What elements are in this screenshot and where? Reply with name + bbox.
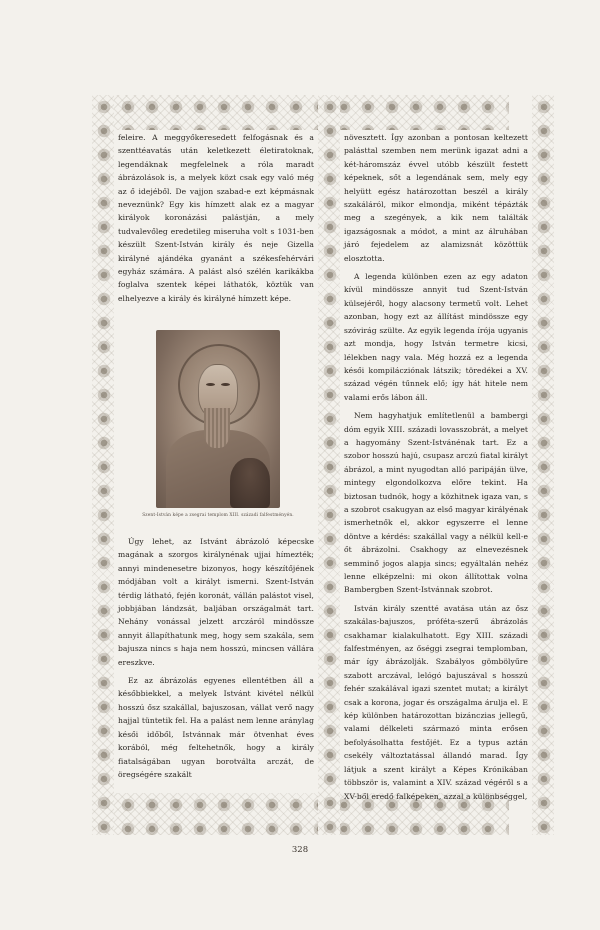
- right-column: [344, 131, 528, 808]
- ornamental-border-left: [92, 95, 114, 835]
- paragraph: növesztett. Így azonban a pontosan keltezett palásttal szemben nem merünk igazat adni a két-háromszáz évvel utóbb készült festett képeknek, sőt a legendának sem, mely egy helyütt egész határozottan beszél a király szakáláról, mikor elmondja, miként tépázták meg a szegények, a kik nem találták igazságosnak a módot, a mint az álruhában járó fejedelem az alamizsnát közöttük elosztotta.: [344, 133, 528, 263]
- left-column-bottom: [118, 535, 314, 786]
- page-number: 328: [291, 845, 309, 855]
- ornamental-border-middle: [318, 95, 340, 835]
- paragraph: feleire. A meggyőkeresedett felfogásnak és a szenttéavatás után keletkezett életiratoknak, legendáknak megfelelnek a róla maradt ábrázolások is, a melyek közt csak egy való még az ő idejéből. De vajjon szabad-e ezt képmásnak neveznünk? Egy kis hímzett alak ez a magyar királyok koronázási palástján, a mely tudvalevőleg eredetileg miseruha volt s 1031-ben készült Szent-István király és neje Gizella királyné ajándéka gyanánt a székesfehérvári egyház számára. A palást alsó szélén karikákba foglalva szentek képei láthatók, köztük van elhelyezve a király és királyné hímzett képe.: [118, 133, 314, 303]
- saint-stephen-fresco-image: [156, 330, 280, 508]
- paragraph: Úgy lehet, az Istvánt ábrázoló képecske magának a szorgos királynénak ujjai hímezték; annyi mindenesetre bizonyos, hogy készítőjének módjában volt a királyt ismerni. Szent-István térdig látható, fején koronát, vállán palástot visel, jobbjában lándzsát, baljában országalmát tart. Nehány vonással jelzett arczáról mindössze annyit állapíthatunk meg, hogy sem szakála, sem bajusza nincs s haja nem hosszú, mincsen vállára ereszkve.: [118, 537, 314, 667]
- paragraph: Nem hagyhatjuk említetlenül a bambergi dóm egyik XIII. századi lovasszobrát, a melyet a hagyomány Szent-Istvánénak tart. Ez a szobor hosszú hajú, csupasz arczú fiatal királyt ábrázol, a mint nyugodtan alló paripáján ülve, mintegy elgondolkozva előre tekint. Ha biztosan tudnók, hogy a közhitnek igaza van, s a szobrot csakugyan az első magyar királyénak ismerhetnők el, akkor egyszerre el lenne döntve a kérdés: szakállal vagy a nélkül kell-e őt ábrázolni. Csakhogy az elnevezésnek semminő jogos alapja sincs; egyáltalán nehéz lenne elképzelni: mi okon állítottak volna Bambergben Szent-Istvánnak szobrot.: [344, 411, 529, 595]
- ornamental-border-right: [532, 95, 554, 835]
- secondary-figure-shape: [230, 458, 270, 508]
- beard-shape: [204, 408, 230, 448]
- illustration-figure: [128, 330, 308, 520]
- ornamental-border-top: [92, 95, 509, 130]
- paragraph: István király szentté avatása után az ősz szakálas-bajuszos, próféta-szerű ábrázolás csakhamar kialakulhatott. Egy XIII. századi falfestményen, az őséggi zsegrai templomban, már így ábrázolják. Szabályos gömbölyűre szabott arczával, lelógó bajuszával s hosszú fehér szakálával igazi szentet mutat; a királyt csak a korona, jogar és országalma árulja el. E kép különben határozottan bizánczias jellegű, valami délkeleti származó minta erősen befolyásolhatta festőjét. Ez a typus aztán csekély változtatással állandó marad. Így látjuk a szent királyt a Képes Krónikában többször is, valamint a XIV. század végéről s a XV-ből eredő falképeken, azzal a különbséggel,: [344, 603, 528, 801]
- figure-caption: Szent-István képe a zsegrai templom XIII. századi falfestményén.: [142, 513, 294, 518]
- left-column-top: [118, 131, 314, 310]
- paragraph: A legenda különben ezen az egy adaton kívül mindössze annyit tud Szent-István külsejéről, hogy alacsony termetű volt. Lehet azonban, hogy ezt az állítást mindössze egy szóvirág szülte. Az egyik legenda írója ugyanis azt mondja, hogy István termetre kicsi, lélekben nagy vala. Még hozzá ez a legenda késői kompilácziónak látszik; töredékei a XV. század végén tűnnek elő; így hát hitele nem valami erős lábon áll.: [344, 272, 528, 402]
- paragraph: Ez az ábrázolás egyenes ellentétben áll a későbbiekkel, a melyek Istvánt kivétel nélkül hosszú ősz szakállal, bajuszosan, vállat verő nagy hajjal tüntetik fel. Ha a palást nem lenne aránylag késői időből, Istvánnak már ötvenhat éves korából, még feltehetnők, hogy a király fiatalságában ugyan borotválta arczát, de öregségére szakált: [118, 676, 314, 779]
